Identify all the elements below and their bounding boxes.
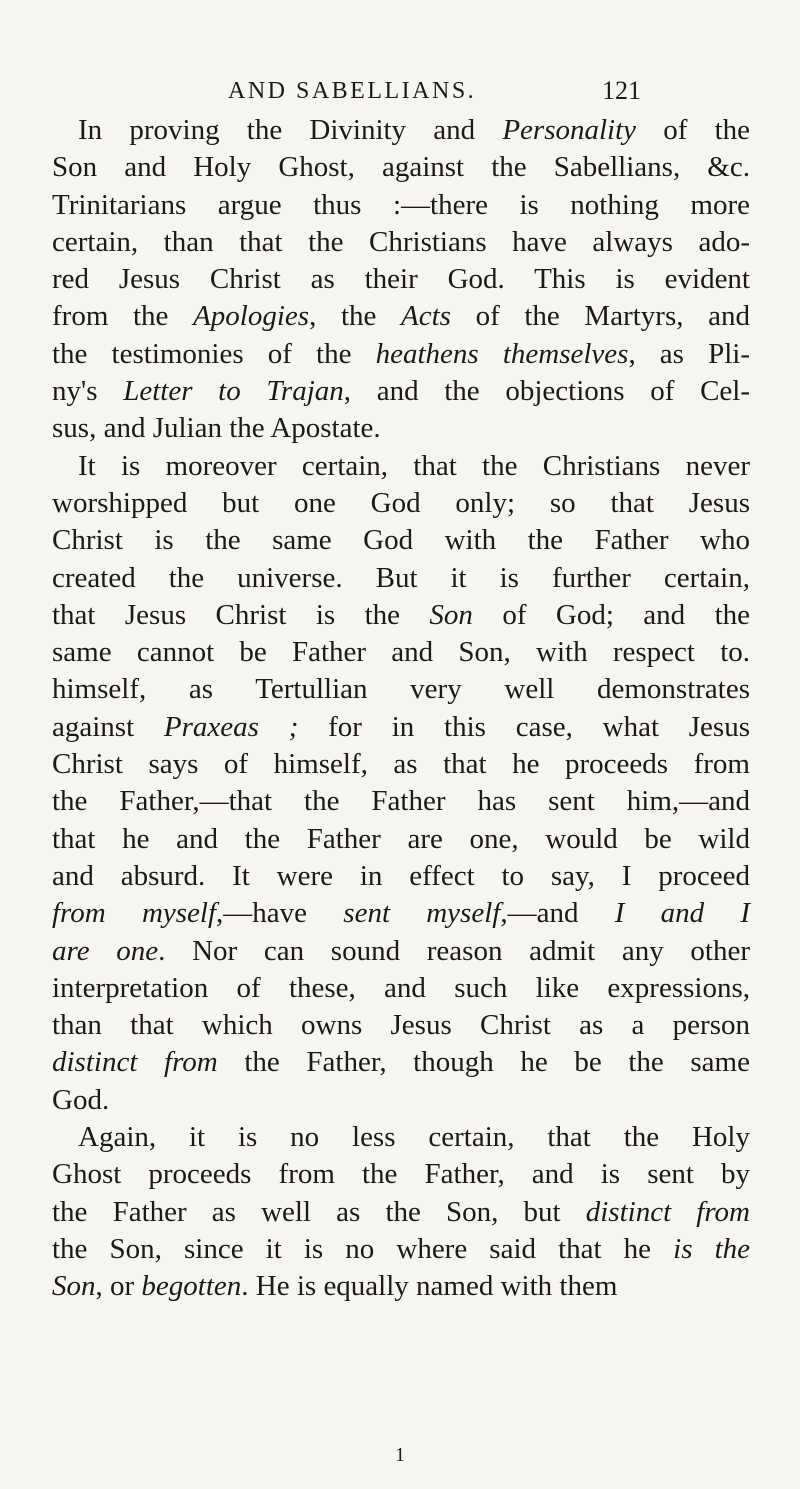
text-segment: worshipped but one God only; so that Jesus [52, 486, 750, 519]
text-segment: , the [309, 300, 401, 333]
text-segment: , and the objections of Cel- [343, 375, 751, 408]
italic-text: sent myself [343, 897, 501, 930]
text-line [52, 485, 750, 522]
italic-text: begotten [141, 1270, 242, 1303]
text-line [52, 1194, 750, 1231]
text-line [52, 1044, 750, 1081]
text-line [52, 970, 750, 1007]
text-segment: It is moreover certain, that the Christians never [78, 449, 750, 482]
italic-text: Personality [502, 114, 637, 146]
text-line [52, 1268, 750, 1305]
text-segment: from the [52, 300, 194, 333]
text-segment: of God; and the [472, 598, 750, 631]
italic-text: Letter to Trajan [123, 375, 344, 408]
text-segment: that Jesus Christ is the [52, 598, 430, 631]
text-line [52, 746, 750, 783]
text-line [52, 858, 750, 895]
signature-mark: 1 [395, 1444, 405, 1466]
text-line [52, 560, 750, 597]
text-segment: In proving the Divinity and [78, 114, 503, 146]
text-line [52, 1119, 750, 1156]
text-line [52, 410, 750, 447]
text-segment: for in this case, what Jesus [298, 710, 750, 743]
text-line [52, 224, 750, 261]
italic-text: heathens themselves [375, 337, 629, 370]
italic-text: I and I [614, 897, 750, 930]
text-segment: against [52, 710, 164, 743]
text-segment: created the universe. But it is further certain, [52, 561, 750, 594]
body-text [52, 112, 750, 1306]
text-line [52, 1082, 750, 1119]
text-line [52, 1156, 750, 1193]
text-segment: red Jesus Christ as their God. This is evident [52, 263, 750, 296]
text-segment: interpretation of these, and such like expressions, [52, 971, 750, 1004]
text-segment: than that which owns Jesus Christ as a person [52, 1009, 750, 1042]
page-number: 121 [602, 76, 641, 105]
italic-text: Son [52, 1270, 96, 1303]
text-segment: , or [95, 1270, 142, 1303]
italic-text: Apologies [193, 300, 310, 333]
italic-text: from myself [52, 897, 217, 930]
text-line [52, 149, 750, 186]
text-segment: ,—have [216, 897, 344, 930]
text-segment: the Father,—that the Father has sent him,—and [52, 785, 750, 818]
italic-text: is the [673, 1232, 750, 1265]
text-line [52, 112, 750, 149]
text-line [52, 783, 750, 820]
italic-text: Acts [401, 300, 451, 333]
text-segment: ,—and [500, 897, 615, 930]
text-segment: Christ is the same God with the Father who [52, 524, 750, 557]
text-line [52, 597, 750, 634]
text-segment: Son and Holy Ghost, against the Sabellians, &c. [52, 151, 750, 184]
text-line [52, 1007, 750, 1044]
text-segment: of the Martyrs, and [450, 300, 750, 333]
text-line [52, 448, 750, 485]
text-segment: and absurd. It were in effect to say, I proceed [52, 859, 750, 892]
text-segment: Again, it is no less certain, that the Holy [78, 1121, 750, 1154]
text-segment: God. [52, 1083, 110, 1116]
text-segment: the Father as well as the Son, but [52, 1195, 586, 1228]
text-segment: ny's [52, 375, 124, 408]
text-segment: sus, and Julian the Apostate. [52, 412, 381, 445]
text-line [52, 1231, 750, 1268]
text-segment: Trinitarians argue thus :—there is nothing more [52, 188, 750, 221]
text-line [52, 709, 750, 746]
text-segment: Ghost proceeds from the Father, and is sent by [52, 1158, 750, 1191]
text-line [52, 821, 750, 858]
text-line [52, 671, 750, 708]
text-line [52, 261, 750, 298]
text-segment: . He is equally named with them [241, 1270, 618, 1303]
italic-text: are one [52, 934, 159, 967]
text-line [52, 933, 750, 970]
text-line [52, 373, 750, 410]
text-line [52, 336, 750, 373]
text-segment: himself, as Tertullian very well demonstrates [52, 673, 750, 706]
text-segment: the Father, though he be the same [217, 1046, 750, 1079]
italic-text: distinct from [52, 1046, 218, 1079]
text-segment: the Son, since it is no where said that he [52, 1232, 674, 1265]
text-line [52, 522, 750, 559]
text-segment: , as Pli- [628, 337, 750, 370]
text-line [52, 895, 750, 932]
text-segment: the testimonies of the [52, 337, 376, 370]
text-segment: Christ says of himself, as that he proceeds from [52, 748, 750, 781]
italic-text: Praxeas ; [163, 710, 299, 743]
running-title: AND SABELLIANS. [228, 78, 477, 104]
text-segment: of the [636, 114, 751, 146]
text-segment: that he and the Father are one, would be wild [52, 822, 750, 855]
text-segment: same cannot be Father and Son, with respect to. [52, 636, 750, 669]
italic-text: distinct from [585, 1195, 750, 1228]
text-line [52, 187, 750, 224]
text-line [52, 634, 750, 671]
text-line [52, 298, 750, 335]
italic-text: Son [429, 598, 473, 631]
text-segment: . Nor can sound reason admit any other [158, 934, 750, 967]
text-segment: certain, than that the Christians have always ado- [52, 225, 750, 258]
